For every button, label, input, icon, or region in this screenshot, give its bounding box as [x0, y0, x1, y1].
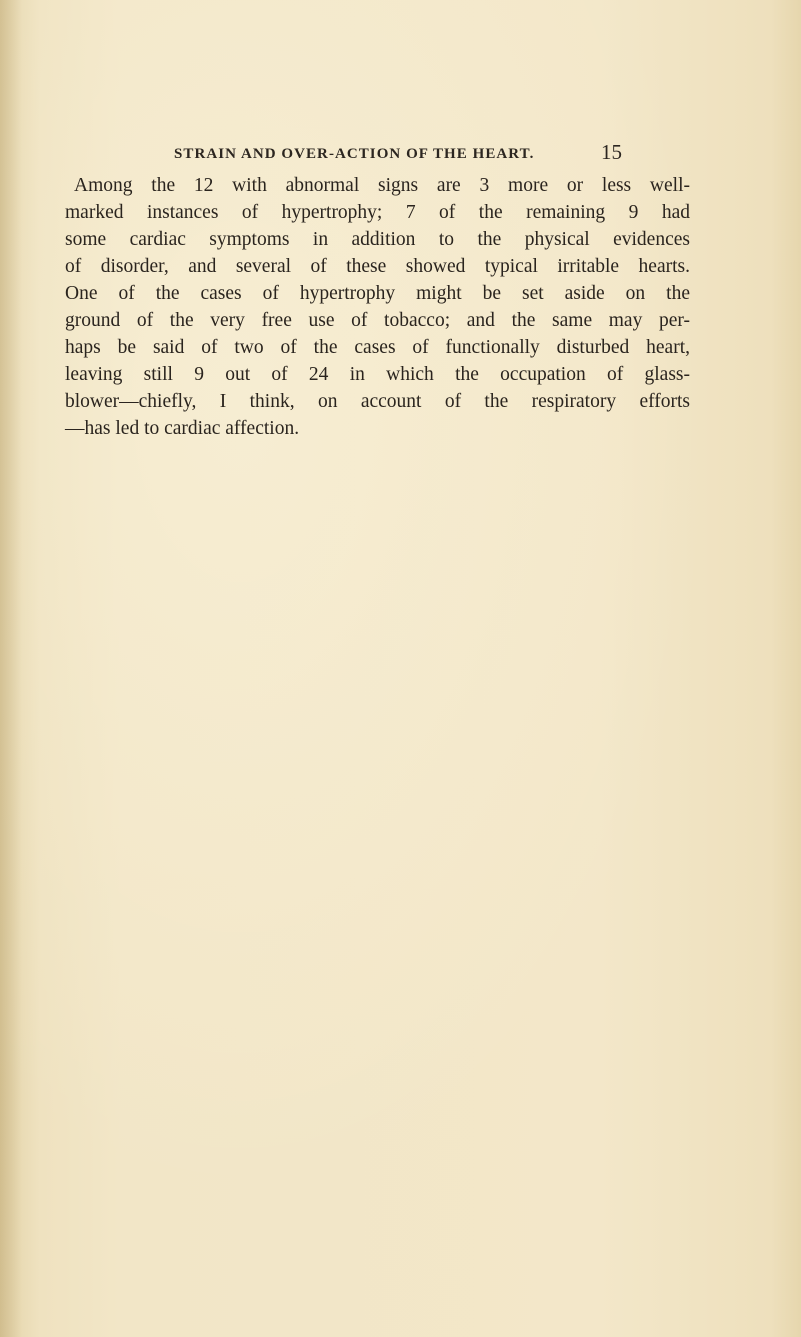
text-line: One of the cases of hypertrophy might be set aside on the — [65, 283, 690, 304]
text-line: —has led to cardiac affection. — [65, 418, 300, 439]
text-line: some cardiac symptoms in addition to the physical evidences — [65, 229, 690, 250]
text-line: haps be said of two of the cases of functionally disturbed heart, — [65, 337, 690, 358]
text-line: blower—chiefly, I think, on account of the respiratory efforts — [65, 391, 690, 412]
body-paragraph — [65, 172, 690, 442]
text-line: leaving still 9 out of 24 in which the occupation of glass- — [65, 364, 690, 385]
page-number: 15 — [601, 140, 622, 164]
text-line: Among the 12 with abnormal signs are 3 more or less well- — [74, 175, 690, 196]
text-line: of disorder, and several of these showed typical irritable hearts. — [65, 256, 690, 277]
text-line: marked instances of hypertrophy; 7 of the remaining 9 had — [65, 202, 690, 223]
text-line: ground of the very free use of tobacco; and the same may per- — [65, 310, 690, 331]
running-title: STRAIN AND OVER-ACTION OF THE HEART. — [174, 146, 535, 162]
running-head — [174, 140, 644, 167]
